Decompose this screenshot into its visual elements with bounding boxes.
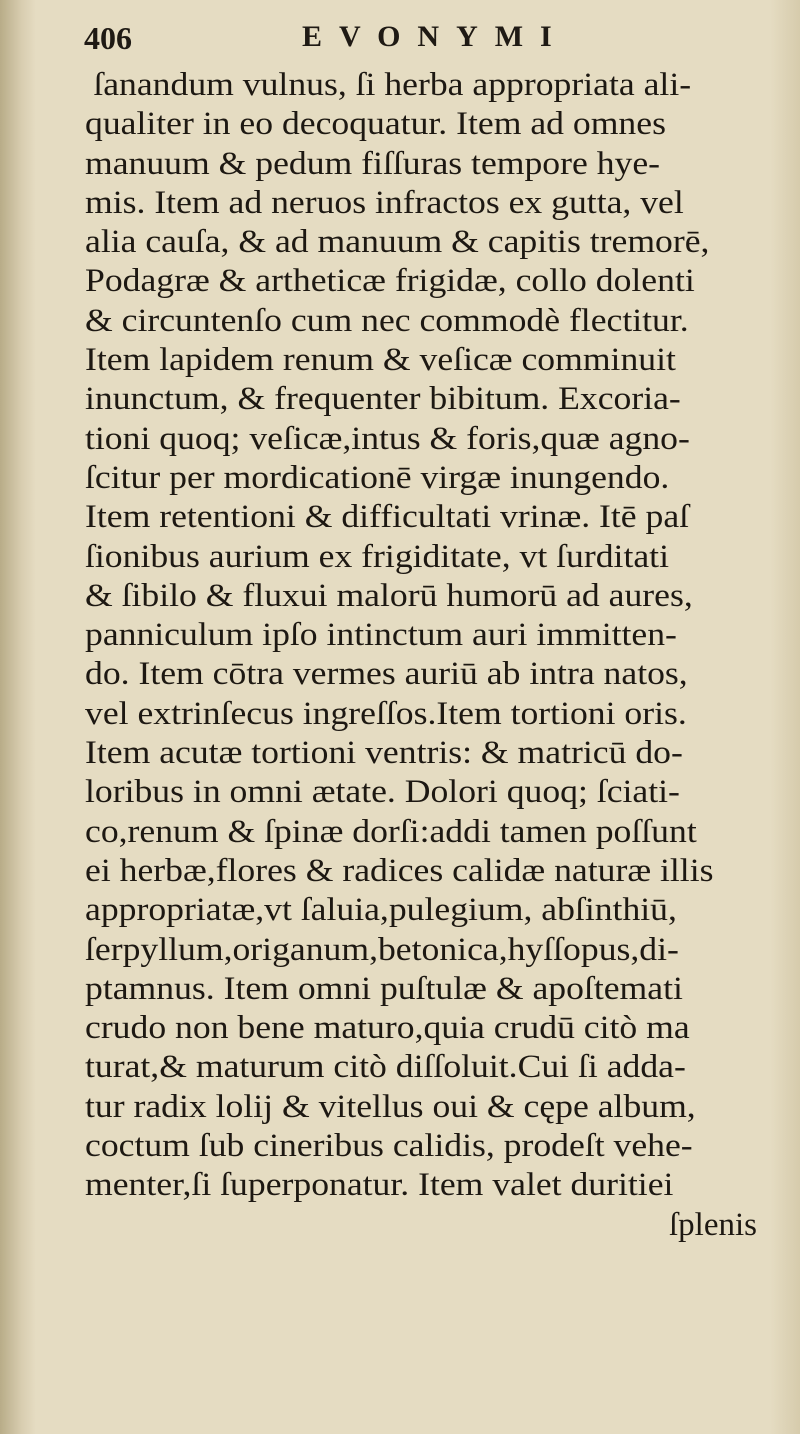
text-line: ei herbæ,flores & radices calidæ naturæ illis <box>85 852 714 889</box>
text-line: inunctum, & frequenter bibitum. Excoria- <box>85 381 681 418</box>
text-line: ptamnus. Item omni puſtulæ & apoſtemati <box>85 970 683 1007</box>
text-line: ſionibus aurium ex frigiditate, vt ſurditati <box>85 538 669 575</box>
text-line: appropriatæ,vt ſaluia,pulegium, abſinthiū, <box>85 892 677 929</box>
text-line: Item acutæ tortioni ventris: & matricū do- <box>85 735 683 772</box>
text-line: crudo non bene maturo,quia crudū citò ma <box>85 1010 690 1047</box>
text-line: coctum ſub cineribus calidis, prodeſt vehe- <box>85 1128 693 1165</box>
text-line: panniculum ipſo intinctum auri immitten- <box>85 617 677 654</box>
text-line: & circuntenſo cum nec commodè flectitur. <box>85 302 689 339</box>
page-header <box>78 10 760 68</box>
text-line: turat,& maturum citò diſſoluit.Cui ſi adda- <box>85 1049 686 1086</box>
text-line: Item lapidem renum & veſicæ comminuit <box>85 342 676 379</box>
text-line: ſcitur per mordicationē virgæ inungendo. <box>85 459 670 496</box>
text-line: ſerpyllum,origanum,betonica,hyſſopus,di- <box>85 931 679 968</box>
binding-shadow <box>0 0 36 1434</box>
text-line: Item retentioni & difficultati vrinæ. Itē paſ <box>85 499 690 536</box>
text-line: tioni quoq; veſicæ,intus & foris,quæ agno- <box>85 420 690 457</box>
text-line: do. Item cōtra vermes auriū ab intra natos, <box>85 656 688 693</box>
running-title: EVONYMI <box>302 20 569 53</box>
text-line: co,renum & ſpinæ dorſi:addi tamen poſſunt <box>85 813 697 850</box>
text-line: & ſibilo & fluxui malorū humorū ad aures, <box>85 577 693 614</box>
text-line: vel extrinſecus ingreſſos.Item tortioni oris. <box>85 695 687 732</box>
text-line: mis. Item ad neruos infractos ex gutta, vel <box>85 184 684 221</box>
text-line: qualiter in eo decoquatur. Item ad omnes <box>85 106 666 143</box>
text-line: alia cauſa, & ad manuum & capitis tremorē, <box>85 224 710 261</box>
body-text <box>85 66 785 1245</box>
text-line: menter,ſi ſuperponatur. Item valet duritiei <box>85 1167 674 1204</box>
text-line: Podagræ & artheticæ frigidæ, collo dolenti <box>85 263 695 300</box>
text-line: loribus in omni ætate. Dolori quoq; ſciati- <box>85 774 680 811</box>
text-line: manuum & pedum fiſſuras tempore hye- <box>85 145 661 182</box>
text-line: tur radix lolij & vitellus oui & cępe album, <box>85 1088 696 1125</box>
text-line: ſanandum vulnus, ſi herba appropriata ali- <box>93 67 692 103</box>
catchword: ſplenis <box>669 1206 757 1243</box>
page-number: 406 <box>84 20 132 56</box>
